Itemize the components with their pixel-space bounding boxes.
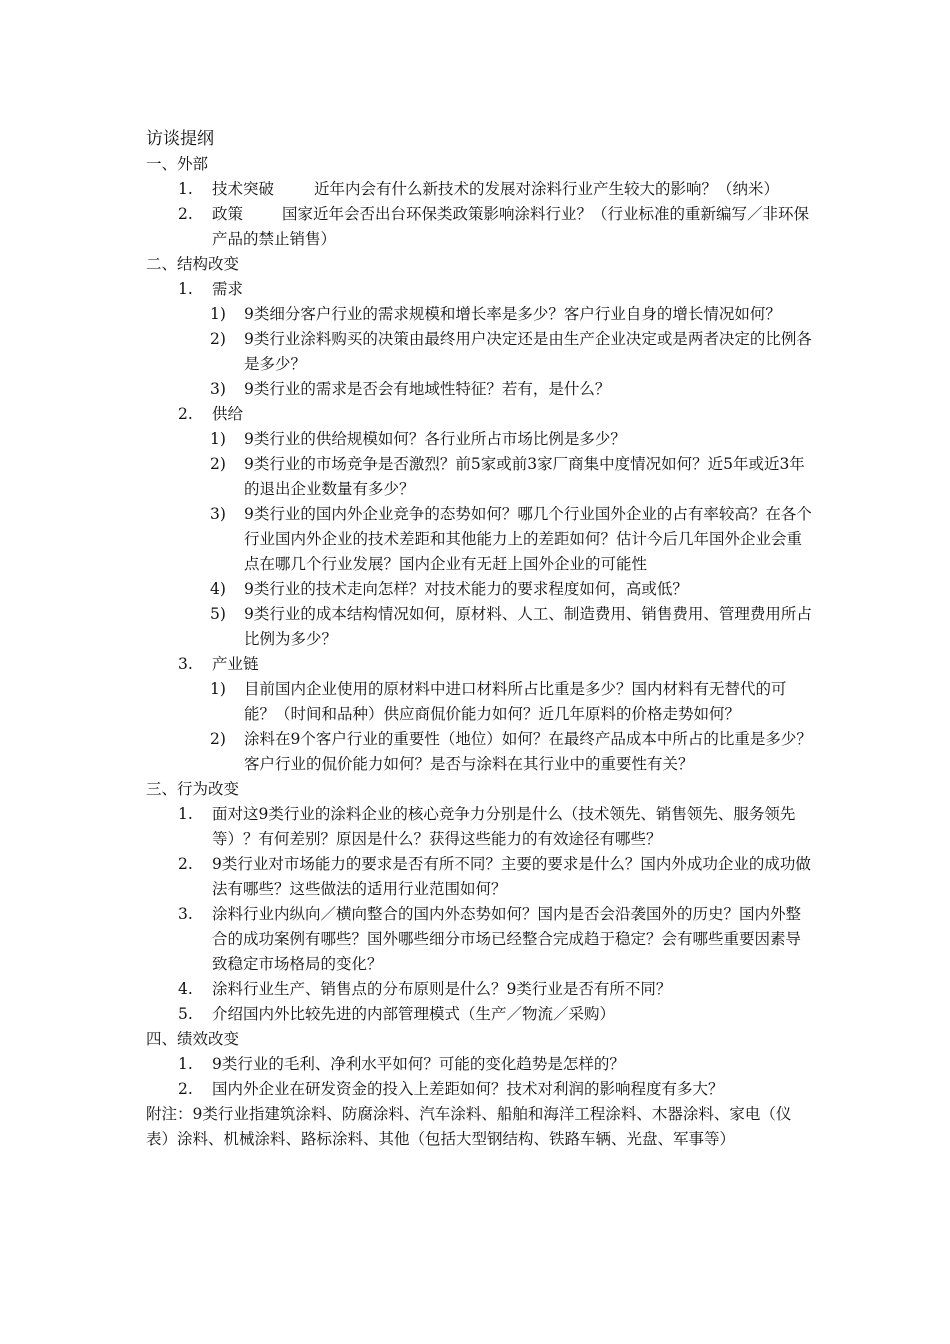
list-item (146, 177, 814, 202)
item-number: 2. (178, 205, 193, 223)
footnote: 附注：9类行业指建筑涂料、防腐涂料、汽车涂料、船舶和海洋工程涂料、木器涂料、家电（仪表）涂料、机械涂料、路标涂料、其他（包括大型钢结构、铁路车辆、光盘、军事等） (146, 1105, 792, 1148)
item-text: 9类细分客户行业的需求规模和增长率是多少？客户行业自身的增长情况如何？ (244, 305, 781, 323)
section-behavior (146, 777, 814, 1027)
item-text: 9类行业的供给规模如何？各行业所占市场比例是多少？ (244, 430, 626, 448)
section-heading: 三、行为改变 (146, 780, 240, 798)
list-item (146, 502, 814, 577)
list-item (146, 1002, 814, 1027)
item-number: 4) (210, 580, 226, 598)
list-item (146, 1052, 814, 1077)
item-number: 1. (178, 280, 193, 298)
item-number: 2) (210, 730, 226, 748)
group-heading (146, 402, 814, 427)
list-item (146, 852, 814, 902)
group-label: 需求 (212, 280, 244, 298)
item-text: 涂料在9个客户行业的重要性（地位）如何？在最终产品成本中所占的比重是多少？客户行业的侃价能力如何？是否与涂料在其行业中的重要性有关？ (244, 730, 812, 773)
item-number: 2) (210, 330, 226, 348)
item-text: 近年内会有什么新技术的发展对涂料行业产生较大的影响？（纳米） (314, 180, 780, 198)
item-number: 1. (178, 180, 193, 198)
item-text: 涂料行业生产、销售点的分布原则是什么？9类行业是否有所不同？ (212, 980, 672, 998)
item-number: 3. (178, 655, 193, 673)
item-number: 1) (210, 680, 226, 698)
list-item (146, 302, 814, 327)
item-text: 国内外企业在研发资金的投入上差距如何？技术对利润的影响程度有多大？ (212, 1080, 724, 1098)
section-heading: 四、绩效改变 (146, 1030, 240, 1048)
item-topic: 技术突破 (212, 180, 275, 198)
item-number: 1) (210, 430, 226, 448)
document-body (146, 126, 814, 1152)
item-number: 2) (210, 455, 226, 473)
item-text: 9类行业涂料购买的决策由最终用户决定还是由生产企业决定或是两者决定的比例各是多少？ (244, 330, 812, 373)
list-item (146, 802, 814, 852)
list-item (146, 452, 814, 502)
item-number: 1. (178, 805, 193, 823)
item-text: 面对这9类行业的涂料企业的核心竞争力分别是什么（技术领先、销售领先、服务领先等）？有何差别？原因是什么？获得这些能力的有效途径有哪些？ (212, 805, 796, 848)
item-text: 9类行业的技术走向怎样？对技术能力的要求程度如何，高或低？ (244, 580, 688, 598)
list-item (146, 327, 814, 377)
list-item (146, 677, 814, 727)
list-item (146, 602, 814, 652)
item-number: 2. (178, 855, 193, 873)
item-number: 5. (178, 1005, 193, 1023)
item-text: 9类行业的需求是否会有地域性特征？若有，是什么？ (244, 380, 611, 398)
item-text: 9类行业的成本结构情况如何，原材料、人工、制造费用、销售费用、管理费用所占比例为多少？ (244, 605, 812, 648)
item-text: 9类行业的市场竞争是否激烈？前5家或前3家厂商集中度情况如何？近5年或近3年的退出企业数量有多少？ (244, 455, 805, 498)
item-number: 3) (210, 505, 226, 523)
section-structure (146, 252, 814, 777)
list-item (146, 977, 814, 1002)
item-text: 9类行业的毛利、净利水平如何？可能的变化趋势是怎样的？ (212, 1055, 625, 1073)
item-number: 1) (210, 305, 226, 323)
item-topic: 政策 (212, 205, 244, 223)
list-item (146, 577, 814, 602)
list-item (146, 727, 814, 777)
item-number: 3) (210, 380, 226, 398)
document-title: 访谈提纲 (146, 129, 214, 149)
group-heading (146, 277, 814, 302)
item-text: 涂料行业内纵向／横向整合的国内外态势如何？国内是否会沿袭国外的历史？国内外整合的成功案例有哪些？国外哪些细分市场已经整合完成趋于稳定？会有哪些重要因素导致稳定市场格局的变化？ (212, 905, 802, 973)
list-item (146, 1077, 814, 1102)
list-item (146, 377, 814, 402)
item-number: 3. (178, 905, 193, 923)
list-item (146, 202, 814, 252)
item-text: 目前国内企业使用的原材料中进口材料所占比重是多少？国内材料有无替代的可能？（时间和品种）供应商侃价能力如何？近几年原料的价格走势如何？ (244, 680, 787, 723)
group-heading (146, 652, 814, 677)
section-performance (146, 1027, 814, 1102)
section-heading: 二、结构改变 (146, 255, 240, 273)
list-item (146, 427, 814, 452)
group-label: 产业链 (212, 655, 259, 673)
item-number: 1. (178, 1055, 193, 1073)
section-external (146, 152, 814, 252)
item-number: 5) (210, 605, 226, 623)
item-number: 2. (178, 405, 193, 423)
item-number: 4. (178, 980, 193, 998)
list-item (146, 902, 814, 977)
item-text: 国家近年会否出台环保类政策影响涂料行业？（行业标准的重新编写／非环保产品的禁止销售） (212, 205, 810, 248)
section-heading: 一、外部 (146, 155, 209, 173)
item-text: 9类行业的国内外企业竞争的态势如何？哪几个行业国外企业的占有率较高？在各个行业国内外企业的技术差距和其他能力上的差距如何？估计今后几年国外企业会重点在哪几个行业发展？国内企业有无赶上国外企业的可能性 (244, 505, 812, 573)
item-number: 2. (178, 1080, 193, 1098)
item-text: 9类行业对市场能力的要求是否有所不同？主要的要求是什么？国内外成功企业的成功做法有哪些？这些做法的适用行业范围如何？ (212, 855, 811, 898)
item-text: 介绍国内外比较先进的内部管理模式（生产／物流／采购） (212, 1005, 616, 1023)
group-label: 供给 (212, 405, 244, 423)
